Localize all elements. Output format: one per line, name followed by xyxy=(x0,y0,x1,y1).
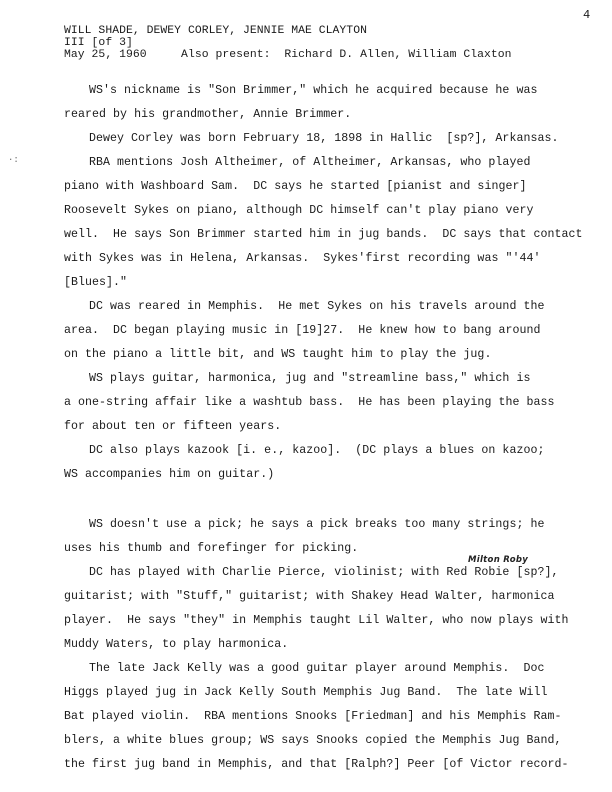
body-line: on the piano a little bit, and WS taught him to play the jug. xyxy=(64,348,492,361)
page-number: 4 xyxy=(583,8,591,22)
body-line: WS plays guitar, harmonica, jug and "streamline bass," which is xyxy=(89,372,531,385)
body-line: blers, a white blues group; WS says Snooks copied the Memphis Jug Band, xyxy=(64,734,562,747)
body-line: WS's nickname is "Son Brimmer," which he acquired because he was xyxy=(89,84,538,97)
body-line: Bat played violin. RBA mentions Snooks [Friedman] and his Memphis Ram- xyxy=(64,710,562,723)
body-line: DC also plays kazook [i. e., kazoo]. (DC plays a blues on kazoo; xyxy=(89,444,545,457)
body-line: WS doesn't use a pick; he says a pick breaks too many strings; he xyxy=(89,518,545,531)
body-line: guitarist; with "Stuff," guitarist; with Shakey Head Walter, harmonica xyxy=(64,590,555,603)
body-line: Roosevelt Sykes on piano, although DC himself can't play piano very xyxy=(64,204,534,217)
body-line: piano with Washboard Sam. DC says he started [pianist and singer] xyxy=(64,180,527,193)
body-line: The late Jack Kelly was a good guitar player around Memphis. Doc xyxy=(89,662,545,675)
margin-mark: ·: xyxy=(8,155,19,165)
body-line: player. He says "they" in Memphis taught Lil Walter, who now plays with xyxy=(64,614,569,627)
body-line: the first jug band in Memphis, and that [Ralph?] Peer [of Victor record- xyxy=(64,758,569,771)
body-line: a one-string affair like a washtub bass. He has been playing the bass xyxy=(64,396,555,409)
body-line: reared by his grandmother, Annie Brimmer. xyxy=(64,108,352,121)
body-line: area. DC began playing music in [19]27. He knew how to bang around xyxy=(64,324,541,337)
body-line: with Sykes was in Helena, Arkansas. Sykes'first recording was "'44' xyxy=(64,252,541,265)
body-line: Muddy Waters, to play harmonica. xyxy=(64,638,289,651)
body-line: Higgs played jug in Jack Kelly South Memphis Jug Band. The late Will xyxy=(64,686,548,699)
body-line: RBA mentions Josh Altheimer, of Altheimer, Arkansas, who played xyxy=(89,156,531,169)
body-line: DC was reared in Memphis. He met Sykes on his travels around the xyxy=(89,300,545,313)
body-line: DC has played with Charlie Pierce, violinist; with Red Robie [sp?], xyxy=(89,566,559,579)
body-line: for about ten or fifteen years. xyxy=(64,420,282,433)
header-date-present: May 25, 1960 Also present: Richard D. Allen, William Claxton xyxy=(64,49,512,61)
header-tape-number: III [of 3] xyxy=(64,37,133,49)
body-line: uses his thumb and forefinger for picking. xyxy=(64,542,359,555)
body-line: WS accompanies him on guitar.) xyxy=(64,468,275,481)
handwritten-annotation: Milton Roby xyxy=(468,555,529,565)
body-line: well. He says Son Brimmer started him in jug bands. DC says that contact xyxy=(64,228,583,241)
header-interviewees: WILL SHADE, DEWEY CORLEY, JENNIE MAE CLAYTON xyxy=(64,25,367,37)
body-line: Dewey Corley was born February 18, 1898 in Hallic [sp?], Arkansas. xyxy=(89,132,559,145)
body-line: [Blues]." xyxy=(64,276,128,289)
